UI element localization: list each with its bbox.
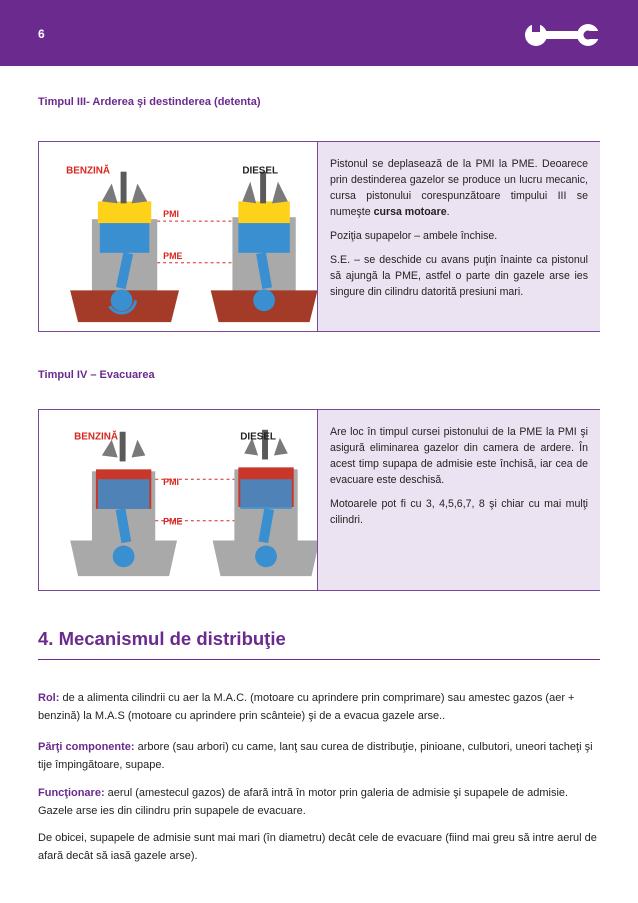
paragraph-evacuare: Are loc în timpul cursei pistonului de la PME la PMI şi asigură eliminarea gazelor din camera de ardere. În acest timp supapa de admisie este închisă, iar cea de evacuare este deschisă. — [330, 426, 588, 486]
label-benzina: BENZINĂ — [66, 165, 111, 177]
engine-diagram-exhaust — [39, 410, 317, 590]
text-column-timpul-3 — [317, 142, 600, 331]
paragraph-rol: Rol: de a alimenta cilindrii cu aer la M.A.C. (motoare cu aprindere prin comprimare) sau amestec gazos (aer + benzină) la M.A.S (motoare cu aprindere prin scânteie) şi de a evacua gazele arse.. — [38, 692, 575, 722]
paragraph-pozitia-supapelor: Poziţia supapelor – ambele închise. — [330, 230, 498, 242]
divider — [38, 659, 600, 660]
label-parti-componente: Părţi componente: — [38, 741, 135, 753]
label-functionare: Funcţionare: — [38, 787, 105, 799]
label-diesel: DIESEL — [242, 165, 278, 177]
paragraph-nr-cilindri: Motoarele pot fi cu 3, 4,5,6,7, 8 şi chiar cu mai mulţi cilindri. — [330, 498, 588, 526]
section-heading-timpul-3: Timpul III- Arderea şi destinderea (detenta) — [38, 96, 261, 108]
label-pmi: PMI — [163, 209, 179, 220]
label-pme: PME — [163, 250, 183, 261]
engine-diesel — [211, 172, 317, 322]
engine-benzina — [70, 172, 179, 322]
section-heading-timpul-4: Timpul IV – Evacuarea — [38, 369, 155, 381]
page-number: 6 — [38, 27, 45, 41]
label-pme: PME — [163, 516, 183, 527]
label-rol: Rol: — [38, 692, 60, 704]
panel-timpul-4 — [38, 409, 600, 591]
engine-benzina — [70, 432, 177, 576]
wrench-icon — [522, 20, 602, 50]
term-cursa-motoare: cursa motoare — [373, 206, 447, 218]
paragraph-supapa-evacuare: S.E. – se deschide cu avans puţin înainte ca pistonul să ajungă la PME, astfel o parte din gazele arse ies singure din cilindru datorită presiuni mari. — [330, 254, 588, 298]
text-column-timpul-4 — [317, 410, 600, 590]
panel-timpul-3 — [38, 141, 600, 332]
chapter-title: 4. Mecanismul de distribuţie — [38, 628, 286, 649]
page-header — [0, 0, 638, 66]
paragraph-supape: De obicei, supapele de admisie sunt mai mari (în diametru) decât cele de evacuare (fiind mai greu să intre aerul de afară decât să iasă gazele arse). — [38, 832, 597, 862]
paragraph-functionare: Funcţionare: aerul (amestecul gazos) de afară intră în motor prin galeria de admisie şi supapele de admisie. Gazele arse ies din cilindru prin supapele de evacuare. — [38, 787, 569, 817]
engine-diesel — [213, 430, 317, 576]
paragraph-cursa-motoare: Pistonul se deplasează de la PMI la PME. Deoarece prin destinderea gazelor se produce un lucru mecanic, cursa pistonului corespunzătoare timpului III se numeşte cursa motoare. — [330, 158, 588, 218]
label-benzina: BENZINĂ — [74, 431, 119, 443]
label-pmi: PMI — [163, 477, 179, 488]
engine-diagram-combustion — [39, 142, 317, 331]
label-diesel: DIESEL — [240, 431, 276, 443]
paragraph-parti-componente: Părţi componente: arbore (sau arbori) cu came, lanţ sau curea de distribuţie, pinioane, culbutori, uneori tacheţi şi tije împingătoare, supape. — [38, 741, 593, 771]
